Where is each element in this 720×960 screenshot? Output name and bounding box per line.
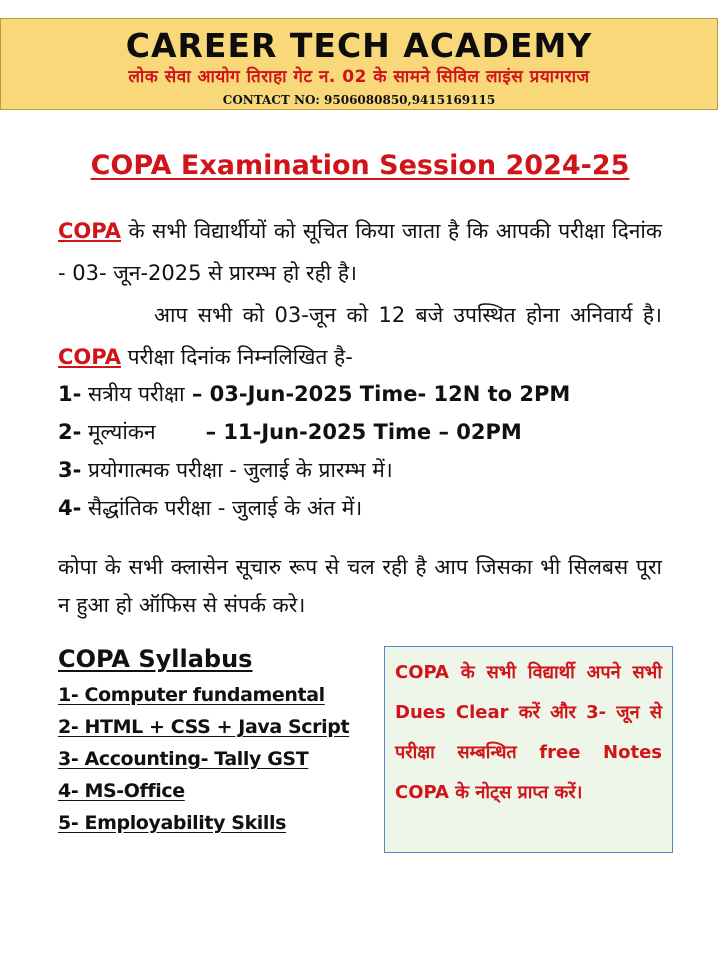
syllabus-item: 4- MS-Office	[58, 780, 185, 802]
schedule-item-2	[58, 413, 698, 451]
exam-session-title: COPA Examination Session 2024-25	[90, 150, 630, 181]
syllabus-item: 5- Employability Skills	[58, 812, 287, 834]
syllabus-title: COPA Syllabus	[58, 645, 253, 673]
schedule-item-3	[58, 451, 698, 489]
intro-paragraph	[58, 210, 662, 294]
syllabus-item: 1- Computer fundamental	[58, 684, 325, 706]
syllabus-item: 2- HTML + CSS + Java Script	[58, 716, 350, 738]
syllabus-item: 3- Accounting- Tally GST	[58, 748, 309, 770]
copa-highlight: COPA	[58, 219, 121, 243]
attendance-paragraph	[58, 294, 662, 378]
schedule-detail: – 03-Jun-2025 Time- 12N to 2PM	[184, 382, 571, 406]
schedule-detail: – 11-Jun-2025 Time – 02PM	[205, 420, 522, 444]
academy-header	[0, 18, 718, 110]
schedule-item-1	[58, 375, 698, 413]
schedule-label: सत्रीय परीक्षा	[81, 382, 185, 406]
schedule-label: प्रयोगात्मक परीक्षा - जुलाई के प्रारम्भ में।	[81, 458, 393, 482]
schedule-label: मूल्यांकन	[81, 420, 156, 444]
dues-notice-box: COPA के सभी विद्यार्थी अपने सभी Dues Clear करें और 3- जून से परीक्षा सम्बन्धित free Notes COPA के नोट्स प्राप्त करें।	[384, 646, 673, 853]
academy-title: CAREER TECH ACADEMY	[125, 26, 593, 65]
schedule-label: सैद्धांतिक परीक्षा - जुलाई के अंत में।	[81, 496, 363, 520]
schedule-intro-text: परीक्षा दिनांक निम्नलिखित है-	[120, 345, 353, 369]
schedule-item-4	[58, 489, 698, 527]
schedule-num: 1-	[58, 382, 82, 406]
schedule-num: 3-	[58, 458, 82, 482]
schedule-num: 2-	[58, 420, 82, 444]
attendance-text: आप सभी को 03-जून को 12 बजे उपस्थित होना अनिवार्य है।	[154, 303, 662, 327]
schedule-num: 4-	[58, 496, 82, 520]
classes-notice: कोपा के सभी क्लासेन सूचारु रूप से चल रही है आप जिसका भी सिलबस पूरा न हुआ हो ऑफिस से संपर्क करे।	[58, 555, 662, 617]
academy-address: लोक सेवा आयोग तिराहा गेट न. 02 के सामने सिविल लाइंस प्रयागराज	[128, 67, 590, 87]
intro-text: के सभी विद्यार्थीयों को सूचित किया जाता है कि आपकी परीक्षा दिनांक - 03- जून-2025 से प्रारम्भ हो रही है।	[58, 219, 662, 285]
copa-highlight-2: COPA	[58, 345, 121, 369]
academy-contact: CONTACT NO: 9506080850,9415169115	[222, 93, 496, 107]
